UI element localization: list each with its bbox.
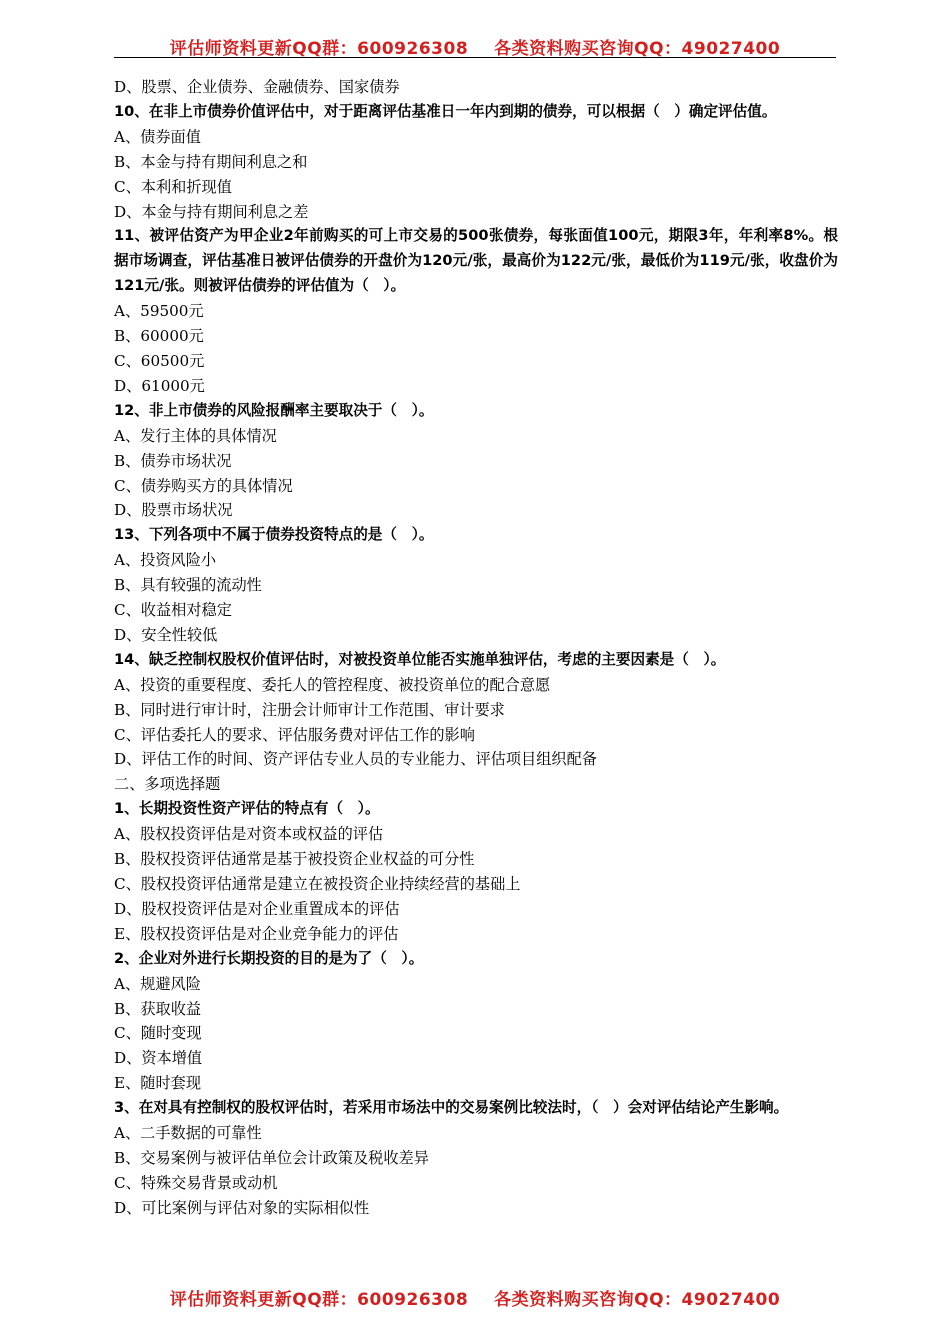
answer-option: A、债券面值 <box>114 127 201 146</box>
answer-option: D、可比案例与评估对象的实际相似性 <box>114 1198 370 1217</box>
section-heading: 二、多项选择题 <box>114 775 221 794</box>
answer-option: A、投资的重要程度、委托人的管控程度、被投资单位的配合意愿 <box>114 675 551 694</box>
answer-option: B、获取收益 <box>114 999 202 1018</box>
answer-option: C、本利和折现值 <box>114 177 232 196</box>
answer-option: A、二手数据的可靠性 <box>114 1124 262 1143</box>
header-banner <box>0 34 950 59</box>
answer-option: D、61000元 <box>114 376 205 395</box>
question-text: 14、缺乏控制权股权价值评估时，对被投资单位能否实施单独评估，考虑的主要因素是（ ）。 <box>114 650 726 668</box>
answer-option: B、债券市场状况 <box>114 451 232 470</box>
question-text: 11、被评估资产为甲企业2年前购买的可上市交易的500张债券，每张面值100元，期限3年，年利率8%。根据市场调查，评估基准日被评估债券的开盘价为120元/张，最高价为122元/张，最低价为119元/张，收盘价为121元/张。则被评估债券的评估值为（ ）。 <box>114 227 838 295</box>
header-qq-group: 评估师资料更新QQ群：600926308 <box>169 39 469 59</box>
answer-option: A、发行主体的具体情况 <box>114 426 277 445</box>
answer-option: D、股票市场状况 <box>114 501 233 520</box>
answer-option: C、特殊交易背景或动机 <box>114 1173 278 1192</box>
answer-option: D、股票、企业债券、金融债券、国家债券 <box>114 78 400 96</box>
answer-option: B、同时进行审计时，注册会计师审计工作范围、审计要求 <box>114 700 505 719</box>
answer-option: B、具有较强的流动性 <box>114 576 262 595</box>
answer-option: B、本金与持有期间利息之和 <box>114 152 308 171</box>
answer-option: B、股权投资评估通常是基于被投资企业权益的可分性 <box>114 850 475 869</box>
question-text: 1、长期投资性资产评估的特点有（ ）。 <box>114 800 380 818</box>
answer-option: C、随时变现 <box>114 1024 202 1043</box>
question-text: 10、在非上市债券价值评估中，对于距离评估基准日一年内到期的债券，可以根据（ ）确定评估值。 <box>114 102 777 120</box>
answer-option: A、规避风险 <box>114 974 201 993</box>
answer-option: E、随时套现 <box>114 1074 202 1093</box>
question-text: 3、在对具有控制权的股权评估时，若采用市场法中的交易案例比较法时，（ ）会对评估结论产生影响。 <box>114 1099 789 1117</box>
answer-option: C、评估委托人的要求、评估服务费对评估工作的影响 <box>114 725 475 744</box>
question-text: 12、非上市债券的风险报酬率主要取决于（ ）。 <box>114 401 434 419</box>
answer-option: C、股权投资评估通常是建立在被投资企业持续经营的基础上 <box>114 875 521 893</box>
answer-option: B、交易案例与被评估单位会计政策及税收差异 <box>114 1148 429 1167</box>
footer-purchase-qq: 各类资料购买咨询QQ：49027400 <box>494 1290 781 1310</box>
answer-option: D、安全性较低 <box>114 625 218 644</box>
answer-option: C、60500元 <box>114 351 205 370</box>
header-divider <box>114 57 836 58</box>
answer-option: D、本金与持有期间利息之差 <box>114 202 309 221</box>
answer-option: B、60000元 <box>114 327 204 346</box>
answer-option: A、股权投资评估是对资本或权益的评估 <box>114 825 384 844</box>
header-purchase-qq: 各类资料购买咨询QQ：49027400 <box>494 39 781 59</box>
answer-option: D、评估工作的时间、资产评估专业人员的专业能力、评估项目组织配备 <box>114 750 597 769</box>
footer-qq-group: 评估师资料更新QQ群：600926308 <box>169 1290 469 1310</box>
answer-option: E、股权投资评估是对企业竞争能力的评估 <box>114 924 399 943</box>
answer-option: D、股权投资评估是对企业重置成本的评估 <box>114 899 400 918</box>
answer-option: A、59500元 <box>114 302 204 321</box>
answer-option: A、投资风险小 <box>114 551 217 570</box>
question-text: 2、企业对外进行长期投资的目的是为了（ ）。 <box>114 949 424 967</box>
answer-option: D、资本增值 <box>114 1049 203 1068</box>
answer-option: C、收益相对稳定 <box>114 601 232 620</box>
answer-option: C、债券购买方的具体情况 <box>114 476 293 495</box>
document-body <box>114 75 838 1221</box>
question-text: 13、下列各项中不属于债券投资特点的是（ ）。 <box>114 526 434 544</box>
footer-banner <box>0 1285 950 1310</box>
